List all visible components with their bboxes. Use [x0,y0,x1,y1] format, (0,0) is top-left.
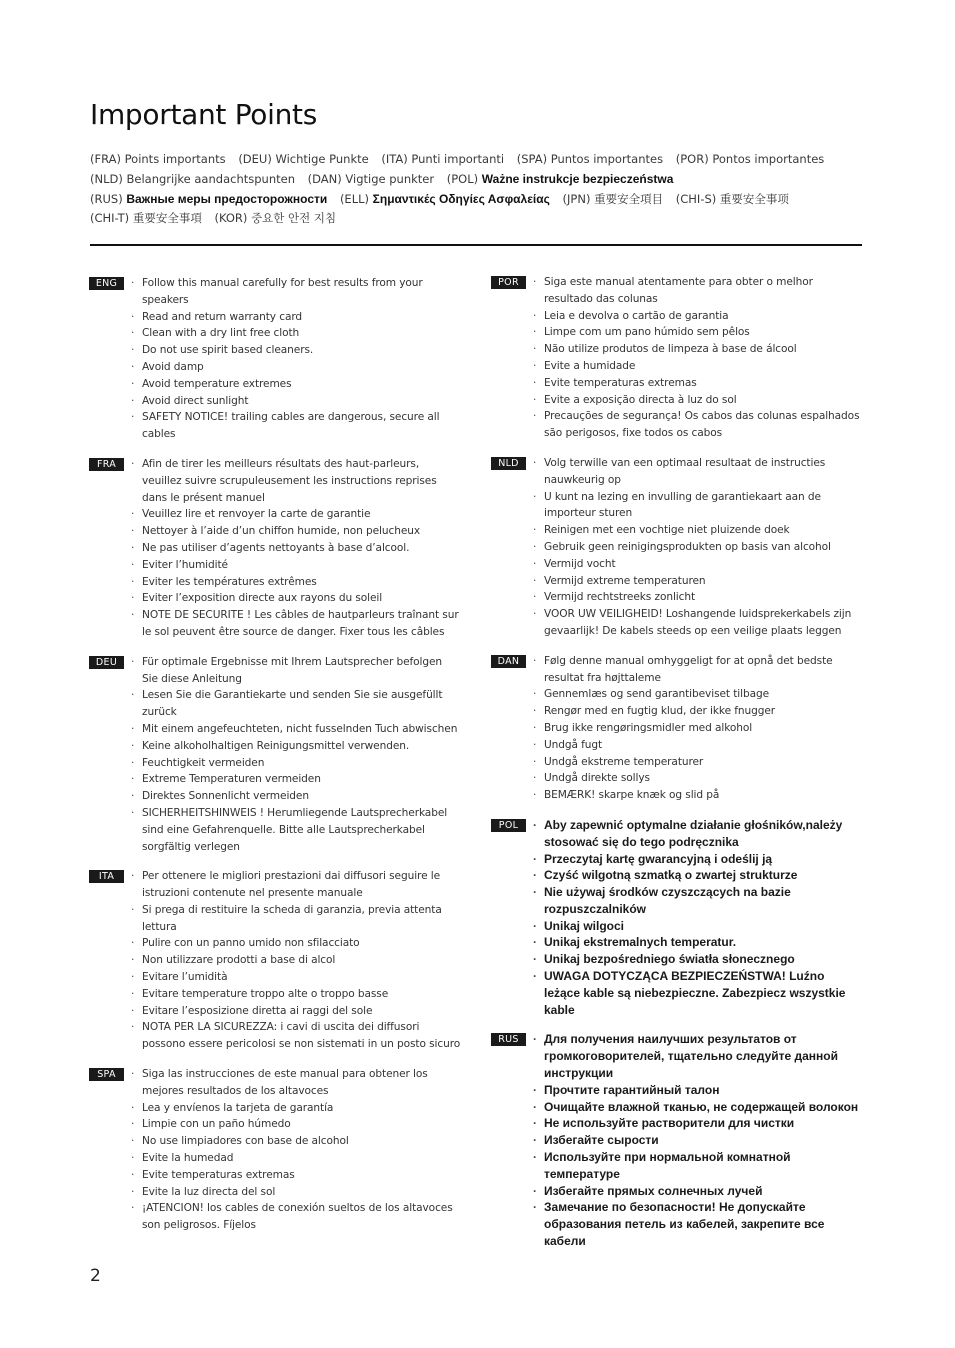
instruction-item: · Evite temperaturas extremas [142,1167,461,1184]
language-title-text: (DAN) Vigtige punkter [307,171,435,186]
instruction-item: · Følg denne manual omhyggeligt for at opnå det bedste resultat fra højttaleme [544,653,863,687]
language-title-text: (POL) [446,171,479,186]
language-title [214,211,336,225]
language-badge: SPA [89,1068,124,1081]
instruction-list [491,274,863,442]
language-section [89,275,461,443]
instruction-item: · U kunt na lezing en invulling de garantiekaart aan de importeur sturen [544,489,863,523]
language-title-bold: Ważne instrukcje bezpieczeństwa [481,171,674,186]
instruction-item: · Gebruik geen reinigingsprodukten op basis van alcohol [544,539,863,556]
instruction-list [491,817,863,1019]
language-title [340,192,550,206]
language-badge: ITA [89,870,124,883]
instruction-item: · Siga las instrucciones de este manual para obtener los mejores resultados de los altavoces [142,1066,461,1100]
language-title-text: (CHI-S) 重要安全事项 [675,191,789,206]
instruction-item: · Gennemlæs og send garantibeviset tilbage [544,686,863,703]
instruction-item: · Extreme Temperaturen vermeiden [142,771,461,788]
instruction-list [89,654,461,856]
instruction-item: · Lesen Sie die Garantiekarte und senden Sie sie ausgefüllt zurück [142,687,461,721]
language-title-text: (NLD) Belangrijke aandachtspunten [90,171,295,186]
instruction-item: · Evite la humedad [142,1150,461,1167]
instruction-item: · Aby zapewnić optymalne działanie głośników,należy stosować się do tego podręcznika [544,817,863,851]
instruction-item: · Przeczytaj kartę gwarancyjną i odeślij ją [544,851,863,868]
instruction-list [89,868,461,1053]
language-title-text: (ELL) [339,191,369,206]
language-badge: NLD [491,457,526,470]
language-title-text: (KOR) 중요한 안전 지침 [214,211,337,226]
instruction-item: · Do not use spirit based cleaners. [142,342,461,359]
instruction-list [491,653,863,804]
language-section [89,868,461,1053]
language-title-text: (ITA) Punti importanti [381,152,505,166]
language-section [491,817,863,1019]
instruction-item: · Limpe com um pano húmido sem pêlos [544,324,863,341]
language-title [90,192,327,206]
language-section [89,654,461,856]
instruction-item: · Для получения наилучших результатов от громкоговорителей, тщательно следуйте данной инструкции [544,1031,863,1081]
instruction-item: · Evite la luz directa del sol [142,1184,461,1201]
instruction-item: · Очищайте влажной тканью, не содержащей волокон [544,1099,863,1116]
instruction-item: · Undgå fugt [544,737,863,754]
instruction-item: · Non utilizzare prodotti a base di alcol [142,952,461,969]
instruction-item: · Избегайте прямых солнечных лучей [544,1183,863,1200]
instruction-item: · Undgå direkte sollys [544,770,863,787]
language-title-bold: Важные меры предосторожности [126,191,328,206]
language-title-text: (CHI-T) 重要安全事項 [90,211,202,226]
instruction-item: · Si prega di restituire la scheda di garanzia, previa attenta lettura [142,902,461,936]
instruction-item: · Keine alkoholhaltigen Reinigungsmittel verwenden. [142,738,461,755]
instruction-item: · Lea y envíenos la tarjeta de garantía [142,1100,461,1117]
language-badge: DEU [89,656,124,669]
page-title: Important Points [90,98,318,131]
instruction-item: · Eviter les températures extrêmes [142,574,461,591]
instruction-item: · Unikaj bezpośredniego światła słonecznego [544,951,863,968]
language-title [447,172,674,186]
instruction-item: · VOOR UW VEILIGHEID! Loshangende luidsprekerkabels zijn gevaarlijk! De kabels steeds op een veilige plaats leggen [544,606,863,640]
instruction-item: · Прочтите гарантийный талон [544,1082,863,1099]
instruction-item: · Brug ikke rengøringsmidler med alkohol [544,720,863,737]
instruction-item: · Per ottenere le migliori prestazioni dai diffusori seguire le istruzioni contenute nel presente manuale [142,868,461,902]
language-titles [90,150,870,229]
language-title [238,152,368,166]
instruction-item: · Feuchtigkeit vermeiden [142,755,461,772]
language-title [517,152,663,166]
instruction-item: · Avoid temperature extremes [142,376,461,393]
language-section [89,1066,461,1234]
language-section [491,455,863,640]
instruction-item: · Veuillez lire et renvoyer la carte de garantie [142,506,461,523]
language-section [491,1031,863,1249]
language-title-line [90,150,870,170]
instruction-item: · Evite a humidade [544,358,863,375]
language-badge: RUS [491,1033,526,1046]
instruction-item: · Avoid damp [142,359,461,376]
instruction-list [89,456,461,641]
instruction-item: · Evite a exposição directa à luz do sol [544,392,863,409]
instruction-item: · BEMÆRK! skarpe knæk og slid på [544,787,863,804]
language-title-text: (FRA) Points importants [90,152,226,166]
instruction-item: · Evitare temperature troppo alte o troppo basse [142,986,461,1003]
language-badge: DAN [491,655,526,668]
instruction-item: · Direktes Sonnenlicht vermeiden [142,788,461,805]
language-title [676,192,789,206]
instruction-item: · Avoid direct sunlight [142,393,461,410]
instruction-item: · Follow this manual carefully for best results from your speakers [142,275,461,309]
instruction-item: · Избегайте сырости [544,1132,863,1149]
divider [90,244,862,246]
language-title-line [90,209,870,229]
language-badge: ENG [89,277,124,290]
instruction-item: · UWAGA DOTYCZĄCA BEZPIECZEŃSTWA! Luźno leżące kable są niebezpieczne. Zabezpiecz wszystkie kable [544,968,863,1018]
instruction-item: · Замечание по безопасности! Не допускайте образования петель из кабелей, закрепите все кабели [544,1199,863,1249]
language-title-text: (POR) Pontos importantes [675,152,825,166]
instruction-item: · Vermijd rechtstreeks zonlicht [544,589,863,606]
instruction-list [89,275,461,443]
instruction-list [491,455,863,640]
instruction-item: · Leia e devolva o cartão de garantia [544,308,863,325]
instruction-item: · Precauções de segurança! Os cabos das colunas espalhados são perigosos, fixe todos os cabos [544,408,863,442]
instruction-item: · Unikaj wilgoci [544,918,863,935]
instruction-item: · Não utilize produtos de limpeza à base de álcool [544,341,863,358]
instruction-item: · Pulire con un panno umido non sfilacciato [142,935,461,952]
language-title [90,152,226,166]
instruction-item: · No use limpiadores con base de alcohol [142,1133,461,1150]
language-section [491,274,863,442]
instruction-item: · Siga este manual atentamente para obter o melhor resultado das colunas [544,274,863,308]
instruction-item: · SICHERHEITSHINWEIS ! Herumliegende Lautsprecherkabel sind eine Gefahrenquelle. Bitte alle Lautsprecherkabel sorgfältig verlegen [142,805,461,855]
language-title-text: (JPN) 重要安全項目 [562,191,664,206]
instruction-item: · ¡ATENCION! los cables de conexión sueltos de los altavoces son peligrosos. Fíjelos [142,1200,461,1234]
instruction-item: · Rengør med en fugtig klud, der ikke fnugger [544,703,863,720]
instruction-item: · SAFETY NOTICE! trailing cables are dangerous, secure all cables [142,409,461,443]
language-badge: POL [491,819,526,832]
language-title [563,192,664,206]
language-title [676,152,825,166]
instruction-item: · Vermijd vocht [544,556,863,573]
instruction-item: · Nie używaj środków czyszczących na bazie rozpuszczalników [544,884,863,918]
language-badge: POR [491,276,526,289]
instruction-item: · Afin de tirer les meilleurs résultats des haut-parleurs, veuillez suivre scrupuleusement les instructions reprises dans le présent manuel [142,456,461,506]
instruction-item: · Volg terwille van een optimaal resultaat de instructies nauwkeurig op [544,455,863,489]
instruction-item: · Reinigen met een vochtige niet pluizende doek [544,522,863,539]
instruction-item: · Mit einem angefeuchteten, nicht fusselnden Tuch abwischen [142,721,461,738]
instruction-item: · Clean with a dry lint free cloth [142,325,461,342]
instruction-item: · Nettoyer à l’aide d’un chiffon humide, non pelucheux [142,523,461,540]
instruction-item: · Read and return warranty card [142,309,461,326]
language-section [89,456,461,641]
instruction-item: · Unikaj ekstremalnych temperatur. [544,934,863,951]
language-section [491,653,863,804]
language-title [381,152,504,166]
language-title-line [90,170,870,190]
language-title-bold: Σημαντικές Οδηγίες Ασφαλείας [372,191,550,206]
instruction-item: · Не используйте растворители для чистки [544,1115,863,1132]
right-column [491,274,863,1263]
language-title-text: (SPA) Puntos importantes [516,152,664,166]
instruction-item: · Undgå ekstreme temperaturer [544,754,863,771]
instruction-item: · Vermijd extreme temperaturen [544,573,863,590]
instruction-item: · Eviter l’humidité [142,557,461,574]
instruction-item: · Für optimale Ergebnisse mit Ihrem Lautsprecher befolgen Sie diese Anleitung [142,654,461,688]
instruction-item: · Evitare l’esposizione diretta ai raggi del sole [142,1003,461,1020]
instruction-list [89,1066,461,1234]
instruction-list [491,1031,863,1249]
instruction-item: · NOTA PER LA SICUREZZA: i cavi di uscita dei diffusori possono essere pericolosi se non sistemati in un posto sicuro [142,1019,461,1053]
language-title-line [90,190,870,210]
instruction-item: · Czyść wilgotną szmatką o zwartej strukturze [544,867,863,884]
instruction-item: · Evitare l’umidità [142,969,461,986]
instruction-item: · Используйте при нормальной комнатной температуре [544,1149,863,1183]
language-title-text: (DEU) Wichtige Punkte [238,152,369,166]
language-badge: FRA [89,458,124,471]
instruction-item: · Ne pas utiliser d’agents nettoyants à base d’alcool. [142,540,461,557]
page-number: 2 [90,1266,101,1286]
left-column [89,275,461,1247]
language-title [90,211,202,225]
language-title [308,172,434,186]
instruction-item: · Evite temperaturas extremas [544,375,863,392]
instruction-item: · Eviter l’exposition directe aux rayons du soleil [142,590,461,607]
language-title [90,172,295,186]
instruction-item: · Limpie con un paño húmedo [142,1116,461,1133]
language-title-text: (RUS) [90,191,123,206]
instruction-item: · NOTE DE SECURITE ! Les câbles de hautparleurs traînant sur le sol peuvent être source de danger. Fixer tous les câbles [142,607,461,641]
